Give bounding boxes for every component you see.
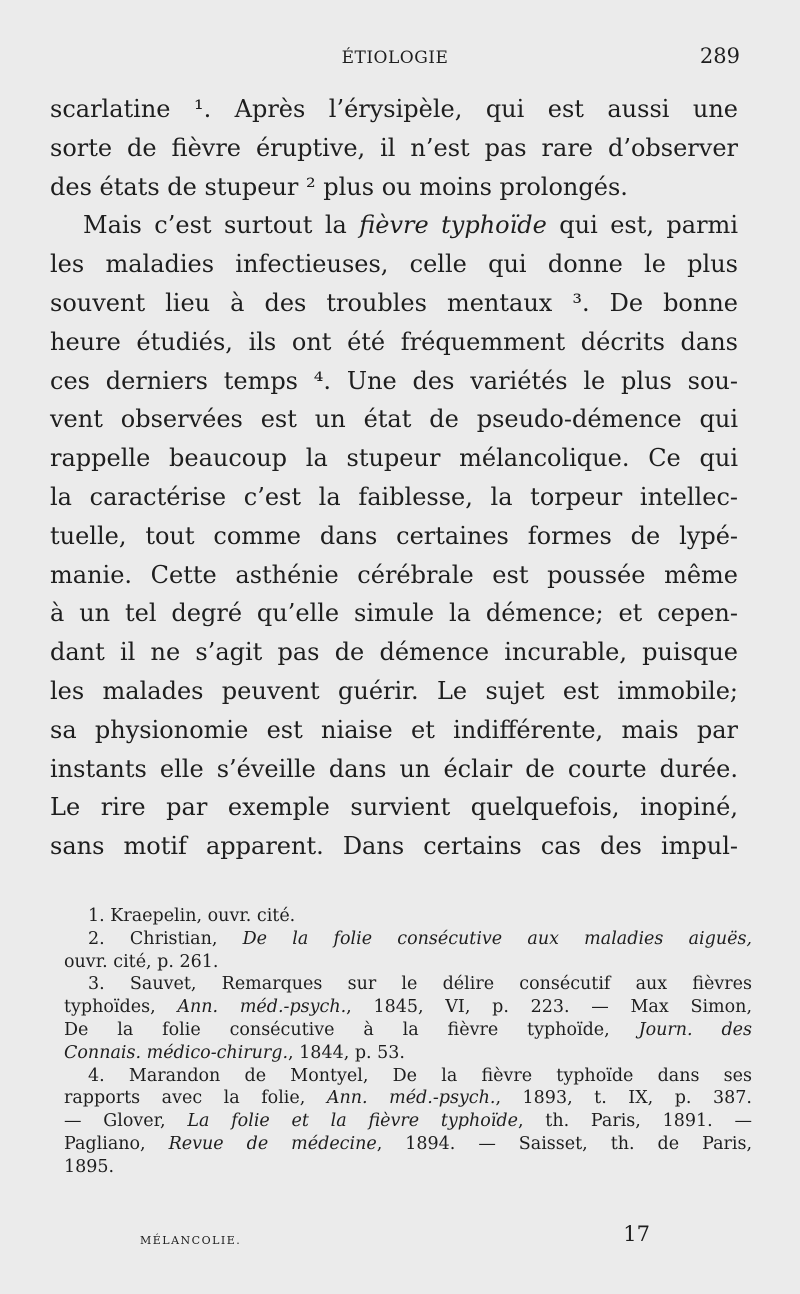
text-line: les maladies infectieuses, celle qui donne le plus [50, 250, 738, 279]
italic-title: Revue de médecine [168, 1133, 377, 1154]
italic-title: La folie et la fièvre typhoïde [187, 1111, 518, 1132]
paragraph-start-line [50, 206, 738, 245]
text-span: , th. Paris, 1891. — [517, 1111, 752, 1132]
text-span: 2. Christian, [88, 928, 243, 949]
italic-title: Ann. méd.-psych. [177, 997, 347, 1018]
text-span: Mais c’est surtout la [83, 211, 360, 240]
text-line: tuelle, tout comme dans certaines formes de lypé- [50, 521, 738, 550]
footnote-3-cont [64, 1019, 752, 1042]
text-span: , 1893, t. IX, p. 387. [495, 1088, 752, 1109]
text-line: sans motif apparent. Dans certains cas des impul- [50, 832, 738, 861]
footnote-4-cont [64, 1087, 752, 1110]
text-span: typhoïdes, [64, 997, 178, 1018]
footnote-2-cont: ouvr. cité, p. 261. [64, 951, 219, 972]
page-number: 289 [699, 44, 740, 68]
text-line: Le rire par exemple survient quelquefois, inopiné, [50, 793, 738, 822]
footnote-4-cont [64, 1133, 752, 1156]
text-line: instants elle s’éveille dans un éclair de courte durée. [50, 754, 738, 783]
text-span: , 1844, p. 53. [288, 1042, 405, 1063]
text-span: De la folie consécutive à la fièvre typhoïde, [64, 1019, 639, 1040]
text-span: qui est, parmi [546, 211, 738, 240]
text-span: rapports avec la folie, [64, 1088, 327, 1109]
body-text [50, 90, 738, 866]
text-line: scarlatine ¹. Après l’érysipèle, qui est aussi une [50, 95, 738, 123]
text-line: des états de stupeur ² plus ou moins prolongés. [50, 172, 628, 201]
footnote-3-cont [64, 996, 752, 1019]
italic-title: Ann. méd.-psych. [326, 1088, 496, 1109]
text-line: les malades peuvent guérir. Le sujet est immobile; [50, 676, 738, 705]
text-span: , 1845, VI, p. 223. — Max Simon, [346, 997, 753, 1018]
text-line: souvent lieu à des troubles mentaux ³. De bonne [50, 288, 738, 317]
footnote-1: 1. Kraepelin, ouvr. cité. [88, 906, 296, 926]
page-footer [140, 1222, 660, 1252]
footnote-2 [64, 928, 752, 951]
italic-title: Connais. médico-chirurg. [64, 1042, 289, 1063]
footnote-4: 4. Marandon de Montyel, De la fièvre typhoïde dans ses [88, 1065, 752, 1086]
running-title: ÉTIOLOGIE [341, 48, 449, 68]
footnotes [64, 905, 752, 1179]
page-header [50, 44, 740, 74]
text-line: ces derniers temps ⁴. Une des variétés le plus sou- [50, 366, 738, 395]
text-line: sa physionomie est niaise et indifférente, mais par [50, 715, 738, 744]
italic-term: fièvre typhoïde [359, 211, 547, 240]
footnote-3: 3. Sauvet, Remarques sur le délire consécutif aux fièvres [88, 974, 752, 995]
text-line: manie. Cette asthénie cérébrale est poussée même [50, 560, 738, 589]
signature-number: 17 [623, 1222, 650, 1246]
text-line: vent observées est un état de pseudo-démence qui [50, 405, 738, 434]
footnote-4-cont: 1895. [64, 1156, 115, 1177]
signature-mark: MÉLANCOLIE. [140, 1234, 242, 1247]
text-span: — Glover, [64, 1111, 188, 1132]
italic-title: Journ. des [638, 1019, 753, 1040]
italic-title: De la folie consécutive aux maladies aiguës, [242, 928, 752, 949]
text-line: dant il ne s’agit pas de démence incurable, puisque [50, 638, 738, 667]
text-line: heure étudiés, ils ont été fréquemment décrits dans [50, 327, 738, 356]
footnote-3-cont [64, 1042, 752, 1065]
text-span: Pagliano, [64, 1133, 169, 1154]
text-line: la caractérise c’est la faiblesse, la torpeur intellec- [50, 482, 738, 511]
footnote-4-cont [64, 1110, 752, 1133]
text-line: à un tel degré qu’elle simule la démence; et cepen- [50, 599, 738, 628]
text-line: rappelle beaucoup la stupeur mélancolique. Ce qui [50, 444, 738, 473]
text-line: sorte de fièvre éruptive, il n’est pas rare d’observer [50, 133, 738, 162]
text-span: , 1894. — Saisset, th. de Paris, [376, 1133, 753, 1154]
